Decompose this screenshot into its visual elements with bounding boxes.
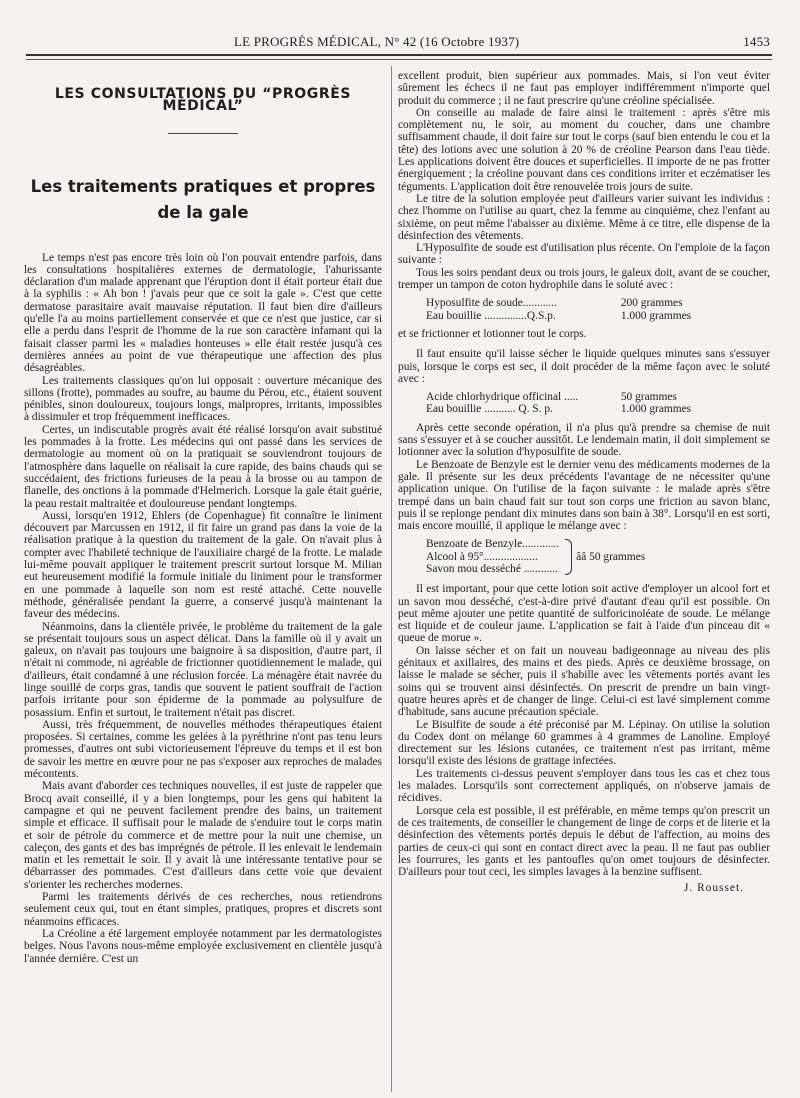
ingredient: Savon mou desséché ............: [426, 562, 558, 575]
paragraph: Aussi, lorsqu'en 1912, Ehlers (de Copenhague) fit connaître le liniment découvert par Marcussen en 1912, il fit faire un grand pas dans la voie de la réalisation pratique à la question du traitement de la gale. On n'avait plus à compter avec l'habileté technique de l'auxiliaire chargé de la frotte. Le malade lui-même pouvait appliquer le traitement prescrit surtout lorsque M. Milian eut heureusement modifié la formule initiale du liniment pour le transformer en une pommade à laquelle son nom est resté attaché. Cette nouvelle méthode, généralisée pendant la guerre, a conservé jusqu'à maintenant la faveur des médecins.: [24, 509, 382, 621]
ingredient: Hyposulfite de soude............: [426, 297, 557, 310]
paragraph: On conseille au malade de faire ainsi le traitement : après s'être mis complètement nu, le soir, au moment du coucher, dans une chambre suffisamment chaude, il doit faire sur tout le corps (sauf bien entendu le cou et la tête) des lotions avec une solution à 20 % de créoline Pearson dans l'eau tiède. Les applications doivent être douces et superficielles. Il importe de ne pas frotter énergiquement ; la créoline pouvant dans ces conditions irriter et eczématiser les téguments. L'application doit être renouvelée trois jours de suite.: [398, 106, 770, 193]
ingredient: Eau bouillie ...............Q.S.p.: [426, 309, 556, 322]
paragraph: Le Benzoate de Benzyle est le dernier venu des médicaments modernes de la gale. Il présente sur les deux précédents l'avantage de ne nécessiter qu'une application unique. On l'utilise de la façon suivante : le malade après s'être trempé dans un bain chaud fait sur tout son corps une friction au savon blanc, puis il se replonge pendant dix minutes dans son bain à 38°. Lorsqu'il en est sorti, mais encore mouillé, il applique le mélange avec :: [398, 458, 770, 533]
ingredient: Eau bouillie ........... Q. S. p.: [426, 403, 553, 416]
left-column: [24, 88, 382, 965]
paragraph: Le titre de la solution employée peut d'ailleurs varier suivant les individus : chez l'homme on l'utilise au quart, chez la femme au cinquième, chez l'enfant au sixième, on peut même l'abaisser au dixième. Même à ce titre, elle dispense de la désinfection des vêtements.: [398, 192, 770, 242]
paragraph: Le temps n'est pas encore très loin où l'on pouvait entendre parfois, dans les consultations hospitalières externes de dermatologie, l'ahurissante déclaration d'un malade apprenant que l'éruption dont il était porteur était due à la syphilis : « Ah bon ! j'avais peur que ce soit la gale ». C'est que cette dermatose parasitaire avait mauvaise réputation. Il faut bien dire d'ailleurs qu'elle l'a au moins partiellement conservée et que ce n'est que justice, car si elle a perdu dans l'esprit de l'homme de la rue son caractère infamant qui la faisait classer parmi les « maladies honteuses » elle était restée jusqu'à ces dernières années au point de vue thérapeutique une affection des plus désagréables.: [24, 251, 382, 375]
paragraph: Parmi les traitements dérivés de ces recherches, nous retiendrons seulement ceux qui, tout en étant simples, pratiques, propres et discrets sont néanmoins efficaces.: [24, 891, 382, 928]
formula-acide: [426, 391, 770, 416]
paragraph: Lorsque cela est possible, il est préférable, en même temps qu'on prescrit un de ces traitements, de conseiller le changement de linge de corps et de literie et la désinfection des vêtements portés depuis le début de l'affection, au moins des parties de ceux-ci qui sont en contact direct avec la peau. Il ne faut pas oublier les fourrures, les gants et les pantoufles qu'on omet toujours de désinfecter. D'ailleurs pour tout ceci, les simples lavages à la benzine suffisent.: [398, 804, 770, 879]
formula-row: [426, 403, 770, 415]
running-title: LE PROGRÈS MÉDICAL, N° 42 (16 Octobre 1937): [234, 34, 520, 49]
paragraph: Le Bisulfite de soude a été préconisé par M. Lépinay. On utilise la solution du Codex dont on mélange 60 grammes à 4 grammes de Lanoline. Employé directement sur les lésions cutanées, ce traitement n'est pas irritant, même lorsqu'il existe des lésions de grattage infectées.: [398, 718, 770, 768]
formula-row: [426, 310, 770, 322]
ingredient: Acide chlorhydrique officinal .....: [426, 391, 579, 404]
author-signature: J. Rousset.: [683, 882, 744, 895]
page-number: 1453: [743, 34, 770, 49]
right-column: [398, 70, 770, 895]
article-title-line-2: de la gale: [157, 202, 249, 222]
quantity: 1.000 grammes: [620, 403, 692, 416]
paragraph: Il est important, pour que cette lotion soit active d'employer un alcool fort et un savon mou desséché, c'est-à-dire privé d'autant d'eau qu'il est possible. On peut même ajouter une petite quantité de sulforicinoléate de soude. Le mélange est liquide et de couleur jaune. L'application se fait à l'aide d'un pinceau dit « queue de morue ».: [398, 583, 770, 645]
paragraph: L'Hyposulfite de soude est d'utilisation plus récente. On l'emploie de la façon suivante :: [398, 242, 770, 267]
paragraph: Il faut ensuite qu'il laisse sécher le liquide quelques minutes sans s'essuyer puis, lorsque le corps est sec, il doit procéder de la même façon avec le soluté avec :: [398, 348, 770, 385]
quantity: 1.000 grammes: [620, 309, 692, 322]
column-divider: [391, 66, 392, 1092]
paragraph: La Créoline a été largement employée notamment par les dermatologistes belges. Nous l'avons nous-même employée exclusivement en clientèle jusqu'à l'année dernière. C'est un: [24, 927, 382, 965]
quantity: 200 grammes: [620, 297, 683, 310]
quantity: 50 grammes: [620, 391, 677, 404]
brace: [565, 539, 572, 575]
title-rule: [168, 133, 238, 134]
paragraph: Tous les soirs pendant deux ou trois jours, le galeux doit, avant de se coucher, tremper un tampon de coton hydrophile dans le soluté avec :: [398, 266, 770, 292]
article-title: [24, 174, 382, 226]
paragraph: Aussi, très fréquemment, de nouvelles méthodes thérapeutiques étaient proposées. Si certaines, comme les gelées à la pyréthrine n'ont pas tenu leurs promesses, d'autres ont subi victorieusement l'épreuve du temps et il est bon de savoir les mettre en œuvre pour ne pas s'exposer aux reproches de malades mécontents.: [24, 718, 382, 781]
paragraph: excellent produit, bien supérieur aux pommades. Mais, si l'on veut éviter sûrement les échecs il ne faut pas employer indifféremment n'importe quel produit du commerce ; il ne faut prescrire qu'une créoline spécialisée.: [398, 70, 770, 107]
section-title: LES CONSULTATIONS DU “PROGRÈS MÉDICAL”: [54, 86, 352, 115]
header-rule-thin: [26, 59, 772, 60]
paragraph: et se frictionner et lotionner tout le corps.: [398, 327, 587, 340]
formula-benzoate: [426, 538, 770, 575]
paragraph: Certes, un indiscutable progrès avait été réalisé lorsqu'on avait substitué les pommades à la frotte. Les médecins qui ont passé dans les services de dermatologie au moment où on la pratiquait se souviendront toujours de l'atmosphère dans laquelle on réalisait la cure rapide, des bains chauds qui se succédaient, des frictions furieuses de la peau à la brosse ou au tampon de flanelle, des onctions à la pommade d'Helmerich. Lorsque la gale était guérie, la peau restait maltraitée et douloureuse pendant longtemps.: [24, 423, 382, 510]
paragraph: Mais avant d'aborder ces techniques nouvelles, il est juste de rappeler que Brocq avait conseillé, il y a bien longtemps, pour les gens qui habitent la campagne et qui ne peuvent facilement prendre des bains, un traitement simple et efficace. Il suffisait pour le malade de s'enduire tout le corps matin et soir de pétrole du commerce et de mettre pour la nuit une chemise, un caleçon, des gants et des bas imprégnés de pétrole. Il les enlevait le lendemain matin et les remettait le soir. Il y avait là une intéressante tentative pour se débarrasser des pommades. C'est d'ailleurs dans cette voie que devaient s'orienter les recherches modernes.: [24, 780, 382, 891]
paragraph: On laisse sécher et on fait un nouveau badigeonnage au niveau des plis génitaux et axillaires, des mains et des pieds. Après ce deuxième brossage, on laisse le malade se sécher, puis il s'habille avec les vêtements portés avant les soins qui se trouvent ainsi désinfectés. On prescrit de prendre un bain vingt-quatre heures après et de changer de linge. Celui-ci est lavé simplement comme d'habitude, sans aucune précaution spéciale.: [398, 644, 770, 719]
formula-hyposulfite: [426, 297, 770, 322]
header-rule: [26, 54, 772, 56]
formula-row: [426, 391, 770, 403]
quantity: ââ 50 grammes: [576, 550, 646, 563]
ingredient-list: [426, 538, 559, 575]
paragraph: Néanmoins, dans la clientèle privée, le problème du traitement de la gale se présentait toujours sous un aspect délicat. Dans la famille où il y avait un galeux, on n'avait pas toujours une baignoire à sa disposition, d'autre part, il n'était ni commode, ni agréable de frictionner quotidiennement le malade, qui d'ailleurs, était condamné à une réclusion forcée. La ménagère était navrée du linge souillé de corps gras, tandis que souvent le patient souffrait de l'action parfois irritante pour son épiderme de la pommade au polysulfure de posassium. Enfin et surtout, le traitement n'était pas discret.: [24, 620, 382, 719]
paragraph: Les traitements ci-dessus peuvent s'employer dans tous les cas et chez tous les malades. Lorsqu'ils sont correctement appliqués, on n'observe jamais de récidives.: [398, 767, 770, 805]
formula-row: [426, 297, 770, 309]
ingredient: Alcool à 95°...................: [426, 550, 538, 563]
paragraph: Les traitements classiques qu'on lui opposait : ouverture mécanique des sillons (frotte), pommades au soufre, au baume du Pérou, etc., étaient souvent pénibles, sinon douloureux, toujours longs, malpropres, irritants, impossibles à dissimuler et trop fréquemment inefficaces.: [24, 374, 382, 424]
ingredient: Benzoate de Benzyle.............: [426, 538, 560, 551]
article-title-line-1: Les traitements pratiques et propres: [30, 176, 376, 196]
paragraph: Après cette seconde opération, il n'a plus qu'à prendre sa chemise de nuit sans s'essuyer et à se coucher aussitôt. Le lendemain matin, il doit simplement se lotionner avec la solution d'hyposulfite de soude.: [398, 421, 770, 459]
